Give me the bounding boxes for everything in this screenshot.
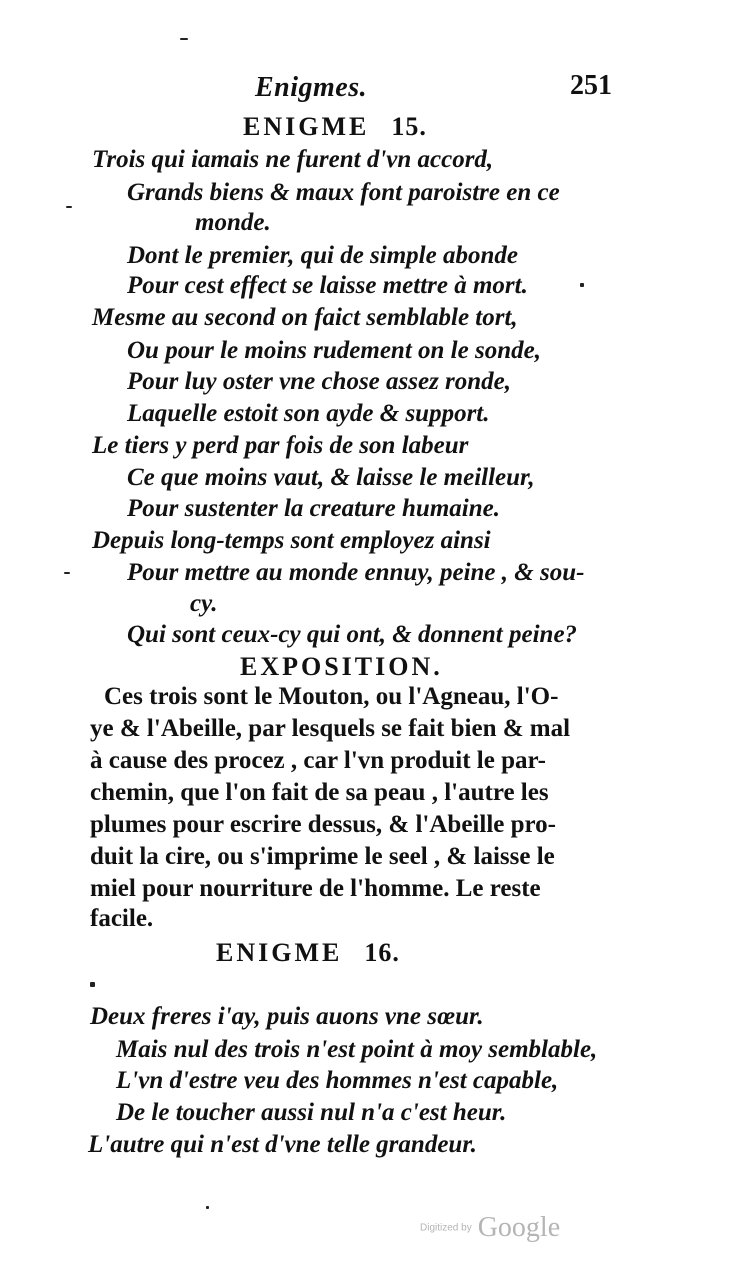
google-logo: Google — [477, 1212, 561, 1243]
prose-line: ye & l'Abeille, par lesquels se fait bien & mal — [90, 715, 571, 742]
verse-line: Ce que moins vaut, & laisse le meilleur, — [127, 464, 535, 491]
exposition-title: EXPOSITION. — [240, 652, 443, 681]
verse-line: Pour luy oster vne chose assez ronde, — [127, 368, 512, 395]
verse-line: Pour sustenter la creature humaine. — [127, 495, 500, 522]
digitized-by-label: Digitized by — [420, 1222, 472, 1234]
verse-line: Trois qui iamais ne furent d'vn accord, — [92, 146, 494, 173]
scan-speck — [64, 572, 70, 574]
page-number: 251 — [570, 70, 612, 101]
verse-line: L'autre qui n'est d'vne telle grandeur. — [88, 1131, 477, 1158]
verse-line: Le tiers y perd par fois de son labeur — [92, 432, 469, 459]
enigme-number: 15. — [391, 112, 427, 141]
enigme-title-word: ENIGME — [243, 112, 370, 141]
prose-line: à cause des procez , car l'vn produit le par- — [90, 747, 546, 774]
scan-speck — [180, 38, 188, 40]
scan-speck — [90, 982, 95, 987]
prose-line: miel pour nourriture de l'homme. Le reste — [90, 875, 541, 902]
prose-line: facile. — [90, 905, 154, 932]
enigme-15-title — [243, 112, 427, 142]
verse-line: Deux freres i'ay, puis auons vne sœur. — [90, 1003, 484, 1030]
verse-line: cy. — [190, 590, 218, 617]
enigme-title-word: ENIGME — [216, 938, 343, 967]
verse-line: Dont le premier, qui de simple abonde — [127, 242, 518, 269]
verse-line: Mais nul des trois n'est point à moy semblable, — [116, 1036, 598, 1063]
verse-line: monde. — [195, 209, 271, 236]
prose-line: chemin, que l'on fait de sa peau , l'autre les — [90, 779, 549, 806]
scan-speck — [206, 1206, 209, 1209]
running-head: Enigmes. — [255, 72, 368, 103]
verse-line: Qui sont ceux-cy qui ont, & donnent peine? — [127, 621, 578, 648]
verse-line: Depuis long-temps sont employez ainsi — [92, 527, 491, 554]
verse-line: Grands biens & maux font paroistre en ce — [127, 179, 560, 206]
verse-line: Laquelle estoit son ayde & support. — [127, 400, 490, 427]
scan-speck — [66, 206, 72, 208]
verse-line: Ou pour le moins rudement on le sonde, — [127, 337, 541, 364]
verse-line: Pour cest effect se laisse mettre à mort. — [127, 272, 528, 299]
enigme-number: 16. — [364, 938, 400, 967]
verse-line: L'vn d'estre veu des hommes n'est capable, — [116, 1067, 559, 1094]
verse-line: De le toucher aussi nul n'a c'est heur. — [116, 1099, 507, 1126]
scan-speck — [580, 283, 584, 287]
digitized-by-google-watermark — [420, 1212, 560, 1244]
prose-line: Ces trois sont le Mouton, ou l'Agneau, l'O- — [104, 683, 559, 710]
verse-line: Pour mettre au monde ennuy, peine , & sou- — [127, 559, 585, 586]
prose-line: plumes pour escrire dessus, & l'Abeille pro- — [90, 811, 556, 838]
enigme-16-title — [216, 938, 400, 968]
prose-line: duit la cire, ou s'imprime le seel , & laisse le — [90, 843, 555, 870]
verse-line: Mesme au second on faict semblable tort, — [92, 304, 518, 331]
